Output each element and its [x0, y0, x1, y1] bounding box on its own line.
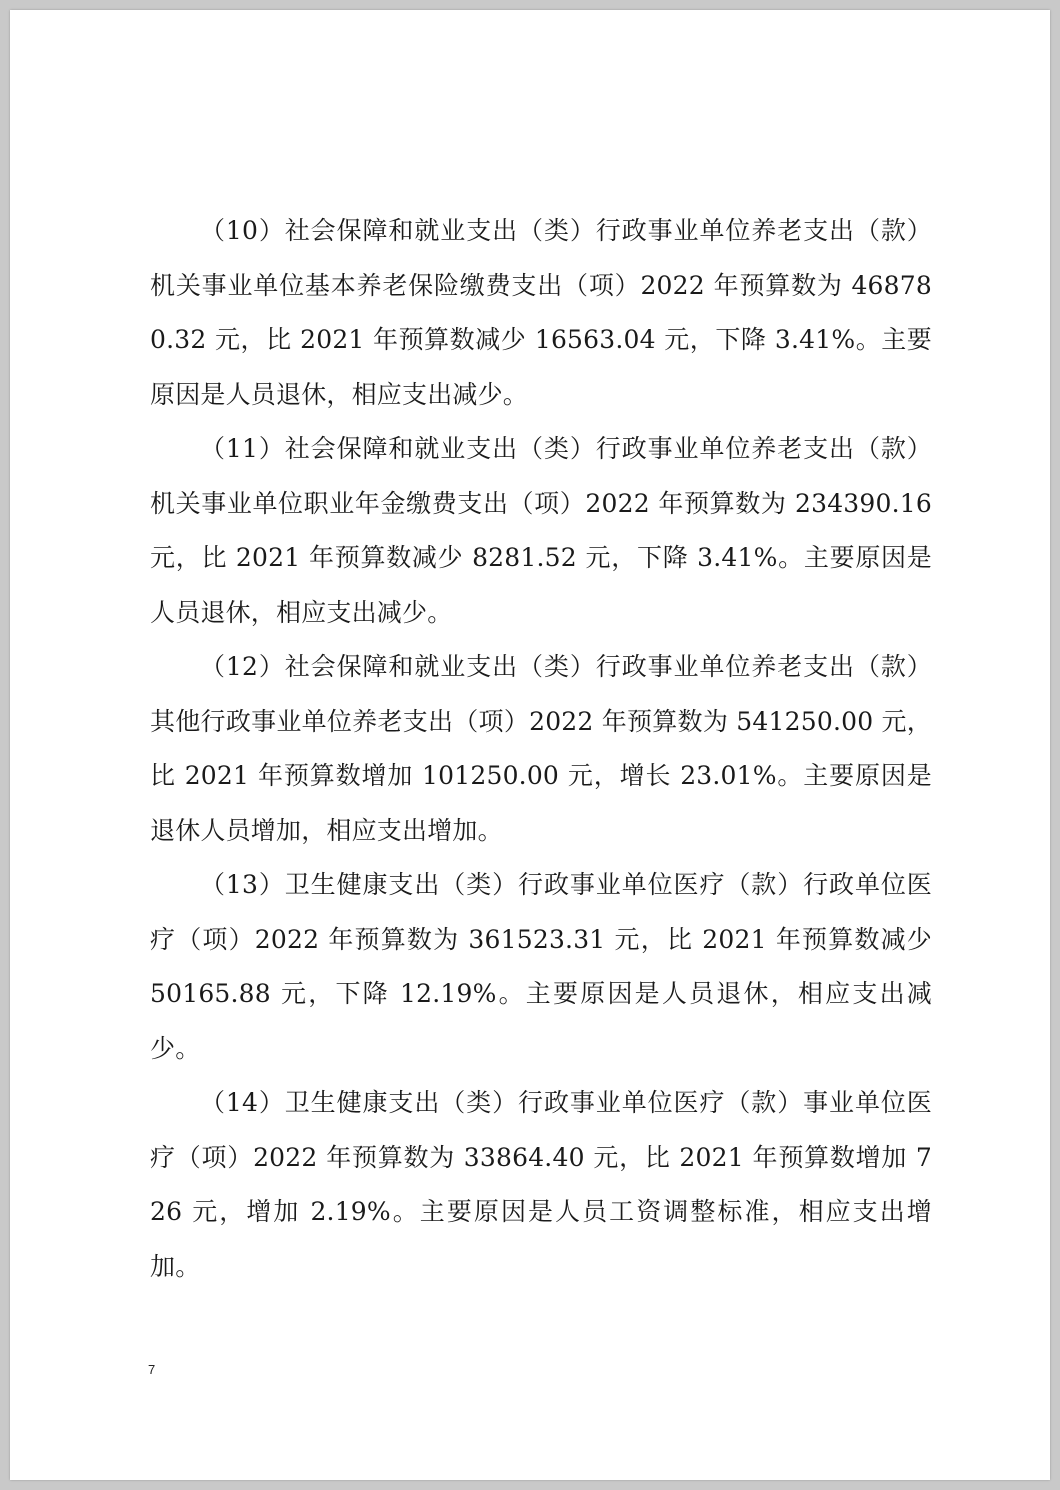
- document-page: [10, 10, 1050, 1480]
- paragraph-item-10: （10）社会保障和就业支出（类）行政事业单位养老支出（款）机关事业单位基本养老保险缴费支出（项）2022 年预算数为 468780.32 元，比 2021 年预算数减少 16563.04 元，下降 3.41%。主要原因是人员退休，相应支出减少。: [150, 216, 932, 409]
- paragraph-item-12: （12）社会保障和就业支出（类）行政事业单位养老支出（款）其他行政事业单位养老支出（项）2022 年预算数为 541250.00 元，比 2021 年预算数增加 101250.00 元，增长 23.01%。主要原因是退休人员增加，相应支出增加。: [150, 652, 932, 845]
- page-number: 7: [148, 1362, 156, 1377]
- page-body: [150, 204, 932, 1294]
- paragraph-item-14: （14）卫生健康支出（类）行政事业单位医疗（款）事业单位医疗（项）2022 年预算数为 33864.40 元，比 2021 年预算数增加 726 元，增加 2.19%。主要原因是人员工资调整标准，相应支出增加。: [150, 1088, 932, 1281]
- paragraph-item-11: （11）社会保障和就业支出（类）行政事业单位养老支出（款）机关事业单位职业年金缴费支出（项）2022 年预算数为 234390.16 元，比 2021 年预算数减少 8281.52 元，下降 3.41%。主要原因是人员退休，相应支出减少。: [150, 434, 932, 627]
- paragraph-item-13: （13）卫生健康支出（类）行政事业单位医疗（款）行政单位医疗（项）2022 年预算数为 361523.31 元，比 2021 年预算数减少 50165.88 元，下降 12.19%。主要原因是人员退休，相应支出减少。: [150, 870, 932, 1063]
